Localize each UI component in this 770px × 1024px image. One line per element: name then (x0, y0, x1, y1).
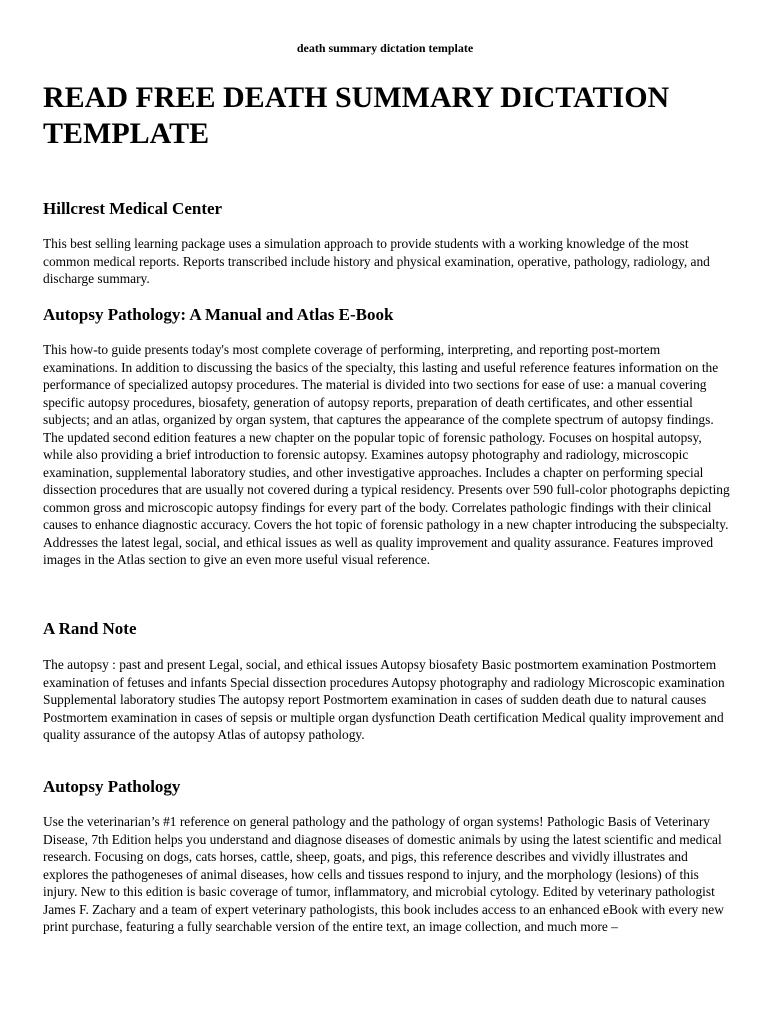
section-body-hillcrest-medical-center: This best selling learning package uses a simulation approach to provide students with a working knowledge of the most common medical reports. Reports transcribed include history and physical examination, operative, pathology, radiology, and discharge summary. (43, 236, 710, 286)
running-header: death summary dictation template (296, 41, 474, 55)
section-heading-a-rand-note: A Rand Note (43, 619, 137, 638)
page-title: READ FREE DEATH SUMMARY DICTATION TEMPLATE (43, 81, 670, 150)
section-heading-hillcrest-medical-center: Hillcrest Medical Center (43, 199, 223, 218)
section-body-autopsy-pathology: Use the veterinarian’s #1 reference on general pathology and the pathology of organ systems! Pathologic Basis of Veterinary Disease, 7th Edition helps you understand and diagnose diseases of domestic animals by using the latest scientific and medical research. Focusing on dogs, cats horses, cattle, sheep, goats, and pigs, this reference describes and vividly illustrates and explores the pathogeneses of animal diseases, how cells and tissues respond to injury, and the morphology (lesions) of this injury. New to this edition is basic coverage of tumor, inflammatory, and microbial cytology. Edited by veterinary pathologist James F. Zachary and a team of expert veterinary pathologists, this book includes access to an enhanced eBook with every new print purchase, featuring a fully searchable version of the entire text, an image collection, and much more – (43, 814, 724, 934)
section-heading-autopsy-pathology: Autopsy Pathology (43, 777, 181, 796)
section-body-autopsy-pathology-manual-atlas: This how-to guide presents today's most complete coverage of performing, interpreting, and reporting post-mortem examinations. In addition to discussing the basics of the specialty, this lasting and useful reference features information on the performance of specialized autopsy procedures. The material is divided into two sections for ease of use: a manual covering specific autopsy procedures, biosafety, generation of autopsy reports, preparation of death certificates, and other essential subjects; and an atlas, organized by organ system, that captures the appearance of the complete spectrum of autopsy findings. The updated second edition features a new chapter on the popular topic of forensic pathology. Focuses on hospital autopsy, while also providing a brief introduction to forensic autopsy. Examines autopsy photography and radiology, microscopic examination, supplemental laboratory studies, and other investigative approaches. Includes a chapter on performing special dissection procedures that are usually not covered during a typical residency. Presents over 590 full-color photographs depicting common gross and microscopic autopsy findings for every part of the body. Correlates pathologic findings with their clinical causes to enhance diagnostic accuracy. Covers the hot topic of forensic pathology in a new chapter introducing the subspecialty. Addresses the latest legal, social, and ethical issues as well as quality improvement and quality assurance. Features improved images in the Atlas section to give an even more useful visual reference. (43, 342, 730, 567)
section-heading-autopsy-pathology-manual-atlas: Autopsy Pathology: A Manual and Atlas E-Book (43, 305, 394, 324)
section-body-a-rand-note: The autopsy : past and present Legal, social, and ethical issues Autopsy biosafety Basic postmortem examination Postmortem examination of fetuses and infants Special dissection procedures Autopsy photography and radiology Microscopic examination Supplemental laboratory studies The autopsy report Postmortem examination in cases of sudden death due to natural causes Postmortem examination in cases of sepsis or multiple organ dysfunction Death certification Medical quality improvement and quality assurance of the autopsy Atlas of autopsy pathology. (43, 657, 725, 742)
